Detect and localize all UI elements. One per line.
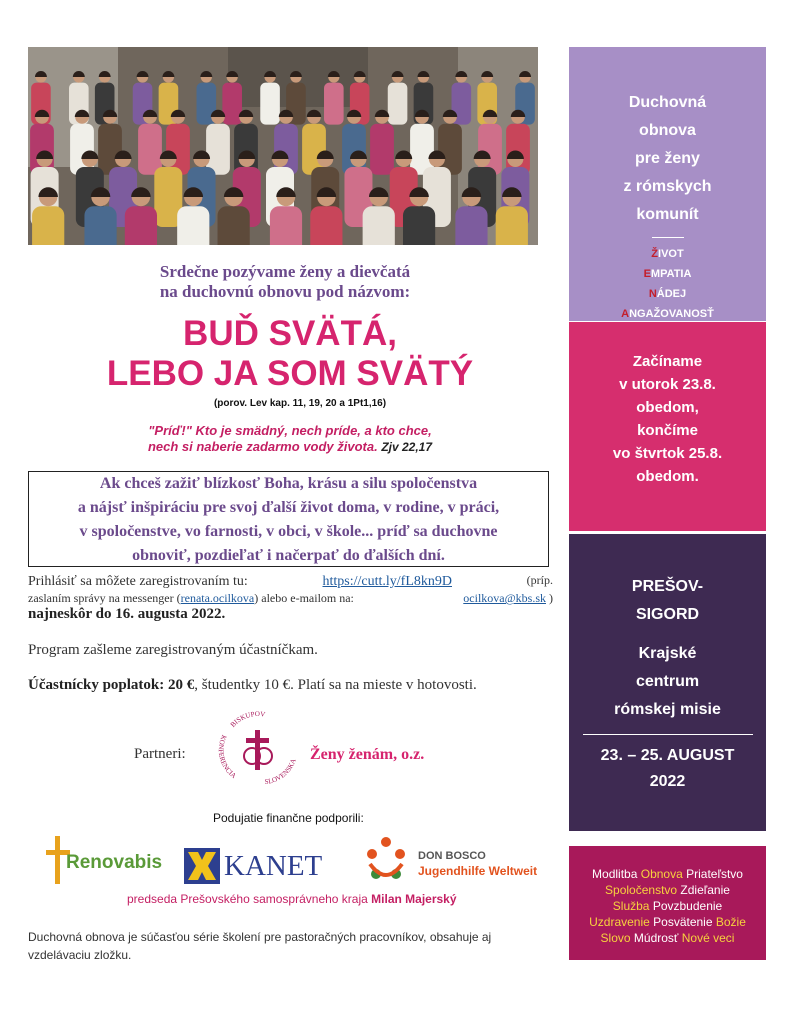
- value-word: Spoločenstvo: [605, 883, 678, 897]
- sidebar-block-intro: [569, 47, 766, 321]
- kanet-logo: [184, 848, 329, 886]
- quote-line-1: "Príď!" Kto je smädný, nech príde, a kto chce,: [148, 423, 432, 438]
- bible-reference: (porov. Lev kap. 11, 19, 20 a 1Pt1,16): [213, 398, 387, 409]
- value-word: Uzdravenie: [589, 915, 650, 929]
- acrostic-empatia: [569, 264, 766, 284]
- sidebar-block-venue: [569, 534, 766, 831]
- divider: [652, 237, 684, 238]
- registration-lead: Prihlásiť sa môžete zaregistrovaním tu:: [28, 574, 248, 589]
- dates-line-1: Začíname: [632, 353, 703, 370]
- acrostic-zivot: [569, 244, 766, 264]
- venue-dates-2: 2022: [649, 773, 686, 790]
- value-word: Povzbudenie: [649, 899, 723, 913]
- acrostic-nadej: [569, 284, 766, 304]
- fee-rest: , študentky 10 €. Platí sa na mieste v hotovosti.: [194, 677, 477, 693]
- donbosco-line-1: DON BOSCO: [418, 850, 486, 862]
- value-word: Modlitba: [592, 867, 641, 881]
- invitation-line-2: na duchovnú obnovu pod názvom:: [159, 282, 411, 301]
- venue-center-3: rómskej misie: [614, 701, 721, 718]
- intro-lines: [569, 89, 766, 229]
- chairman-credit: [127, 892, 457, 906]
- person-body: [363, 206, 395, 245]
- intro-line-4: z rómskych: [623, 178, 712, 195]
- registration-paren-open: (príp.: [526, 573, 553, 587]
- venue-place-1: PREŠOV-: [631, 578, 704, 595]
- footer-line-2: vzdelávaciu zložku.: [28, 948, 132, 962]
- intro-line-3: pre ženy: [635, 150, 700, 167]
- venue-place-2: SIGORD: [635, 606, 700, 623]
- partners-label: Partneri:: [134, 746, 186, 762]
- event-title-line-2: LEBO JA SOM SVÄTÝ: [106, 354, 474, 393]
- donbosco-logo: [362, 836, 547, 890]
- acrostic-initial-4: A: [621, 308, 630, 320]
- messenger-link[interactable]: renata.ocilkova: [180, 591, 255, 605]
- invitation-text: [60, 262, 510, 302]
- group-photo: [28, 47, 538, 245]
- registration-paren-close: ): [549, 591, 553, 605]
- values-line-2: [569, 882, 766, 898]
- renovabis-logo: [46, 836, 163, 884]
- intro-line-1: Duchovná: [628, 94, 707, 111]
- person-body: [222, 83, 242, 125]
- donbosco-people-icon: [362, 836, 410, 886]
- value-word: Božie: [715, 915, 746, 929]
- values-line-4: [569, 914, 766, 930]
- svg-text:BISKUPOV: [229, 710, 266, 729]
- acrostic-rest-2: MPATIA: [650, 268, 692, 280]
- person-body: [310, 206, 342, 245]
- program-note: Program zašleme zaregistrovaným účastníčkam.: [28, 642, 318, 658]
- dates-line-6: obedom.: [636, 468, 699, 485]
- acrostic-initial-3: N: [648, 288, 657, 300]
- person-body: [218, 206, 250, 245]
- acrostic-angazovanost: [569, 304, 766, 324]
- venue-place: [569, 573, 766, 629]
- acrostic-initial-2: E: [643, 268, 651, 280]
- donbosco-line-2: Jugendhilfe Weltweit: [418, 864, 538, 878]
- person-body: [403, 206, 435, 245]
- values-line-1: [569, 866, 766, 882]
- kanet-cross-icon: [184, 848, 220, 884]
- person-body: [138, 124, 162, 175]
- registration-info: [28, 573, 553, 623]
- person-body: [177, 206, 209, 245]
- dates-line-2: v utorok 23.8.: [619, 376, 716, 393]
- zeny-zenam-org: Ženy ženám, o.z.: [310, 746, 425, 763]
- registration-link[interactable]: https://cutt.ly/fL8kn9D: [322, 574, 452, 589]
- value-word: Služba: [612, 899, 650, 913]
- venue-divider: [583, 734, 753, 735]
- footer-line-1: Duchovná obnova je súčasťou série školení pre pastoračných pracovníkov, obsahuje aj: [28, 930, 492, 944]
- svg-text:KONFERENCIA: [217, 734, 238, 780]
- acrostic: [569, 244, 766, 324]
- kbs-arc-right: SLOVENSKA: [264, 757, 298, 787]
- value-word: Múdrosť: [630, 931, 682, 945]
- intro-line-2: obnova: [639, 122, 696, 139]
- person-body: [455, 206, 487, 245]
- kanet-text: KANET: [224, 850, 323, 882]
- kbs-arc-left: KONFERENCIA: [216, 733, 238, 781]
- value-word: Posvätenie: [649, 915, 716, 929]
- chairman-name: Milan Majerský: [371, 892, 457, 906]
- registration-line-1: [28, 573, 553, 591]
- acrostic-rest-1: IVOT: [658, 248, 684, 260]
- quote-line-2-text: nech si naberie zadarmo vody života.: [147, 439, 378, 454]
- person-body: [84, 206, 116, 245]
- person-body: [324, 83, 344, 125]
- box-line-3: v spoločenstve, vo farnosti, v obci, v škole... príď sa duchovne: [79, 523, 498, 540]
- person-body: [32, 206, 64, 245]
- person-body: [270, 206, 302, 245]
- dates-line-5: vo štvrtok 25.8.: [612, 445, 723, 462]
- person-body: [260, 83, 280, 125]
- email-link[interactable]: ocilkova@kbs.sk: [463, 591, 546, 605]
- kbs-arc-top: BISKUPOV: [228, 709, 266, 729]
- renovabis-text: Renovabis: [66, 852, 163, 873]
- registration-deadline: najneskôr do 16. augusta 2022.: [28, 606, 226, 622]
- acrostic-rest-3: ÁDEJ: [656, 288, 687, 300]
- sidebar-block-dates: [569, 322, 766, 531]
- intro-line-5: komunít: [636, 206, 699, 223]
- value-word: Slovo: [600, 931, 631, 945]
- venue-center-2: centrum: [635, 673, 700, 690]
- values-line-3: [569, 898, 766, 914]
- sponsors-heading: Podujatie finančne podporili:: [213, 811, 364, 825]
- value-word: Priateľstvo: [682, 867, 743, 881]
- chairman-prefix: predseda Prešovského samosprávneho kraja: [127, 892, 368, 906]
- values-line-5: [569, 930, 766, 946]
- fee-info: [28, 676, 553, 694]
- invitation-line-1: Srdečne pozývame ženy a dievčatá: [159, 262, 411, 281]
- box-line-2: a nájsť inšpiráciu pre svoj ďalší život doma, v rodine, v práci,: [77, 499, 500, 516]
- value-word: Obnova: [640, 867, 683, 881]
- person-body: [206, 124, 230, 175]
- dates-lines: [569, 350, 766, 488]
- dates-line-3: obedom,: [636, 399, 699, 416]
- acrostic-rest-4: NGAŽOVANOSŤ: [629, 308, 714, 320]
- box-line-4: obnoviť, pozdieľať i načerpať do ďalších dní.: [132, 547, 445, 564]
- person-body: [125, 206, 157, 245]
- value-word: Nové veci: [681, 931, 735, 945]
- invitation-box: [28, 471, 549, 567]
- venue-dates-1: 23. – 25. AUGUST: [600, 747, 735, 764]
- sidebar-block-values: [569, 846, 766, 960]
- registration-email-lead: ) alebo e-mailom na:: [254, 591, 354, 605]
- kbs-logo: [212, 702, 304, 788]
- quote-line-2: [50, 439, 530, 455]
- values-list: [569, 866, 766, 946]
- box-line-1: Ak chceš zažiť blízkosť Boha, krásu a silu spoločenstva: [99, 475, 478, 492]
- event-title: [40, 314, 540, 394]
- venue-dates: [569, 743, 766, 795]
- quote-source: Zjv 22,17: [381, 440, 433, 454]
- person-body: [370, 124, 394, 175]
- value-word: Zdieľanie: [677, 883, 730, 897]
- acrostic-initial-1: Ž: [651, 248, 659, 260]
- venue-center: [569, 640, 766, 724]
- event-title-line-1: BUĎ SVÄTÁ,: [183, 314, 397, 353]
- venue-center-1: Krajské: [638, 645, 697, 662]
- fee-label: Účastnícky poplatok: 20 €: [28, 677, 195, 693]
- person-body: [496, 206, 528, 245]
- registration-messenger-lead: zaslaním správy na messenger (: [28, 591, 181, 605]
- bible-quote: [50, 423, 530, 455]
- footer-note: [28, 928, 548, 964]
- dates-line-4: končíme: [637, 422, 698, 439]
- person-body: [388, 83, 408, 125]
- registration-line-2: [28, 591, 553, 605]
